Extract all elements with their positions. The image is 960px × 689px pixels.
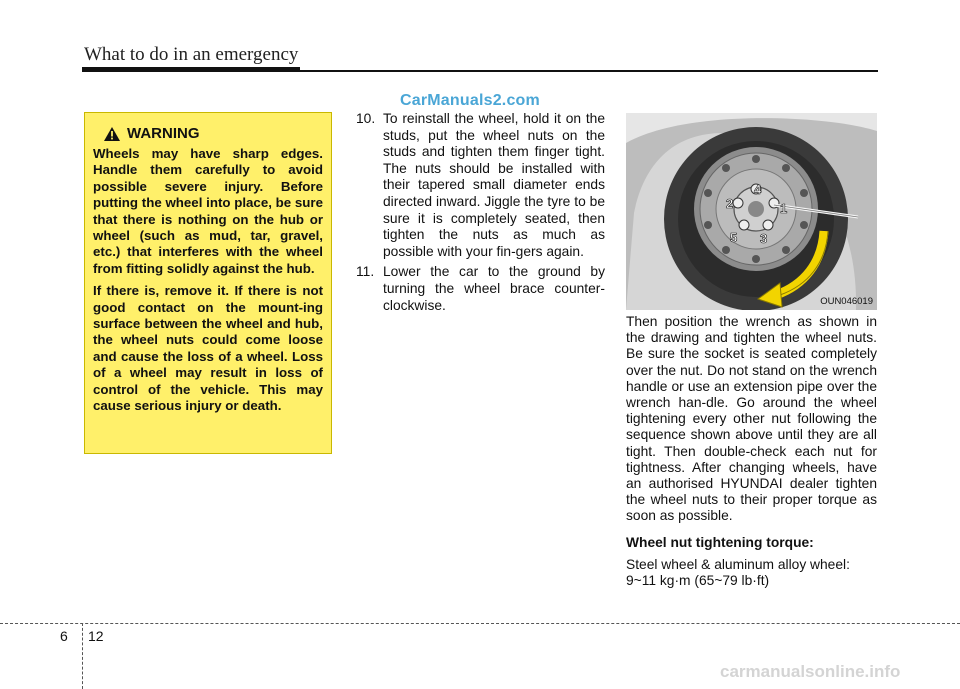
warning-title: WARNING (127, 125, 200, 142)
warning-paragraph-2: If there is, remove it. If there is not good contact on the mount-ing surface between the wheel and hub, the wheel nuts could come loose and cause the loss of a wheel. Loss of a wheel may result in loss of control of the vehicle. This may cause serious injury or death. (93, 283, 323, 414)
instruction-steps (356, 111, 605, 318)
step-10 (356, 111, 605, 260)
torque-wheel-type: Steel wheel & aluminum alloy wheel: (626, 556, 850, 572)
wheel-drawing (626, 113, 877, 310)
warning-triangle-icon (103, 126, 121, 142)
step-11 (356, 264, 605, 314)
torque-value: 9~11 kg·m (65~79 lb·ft) (626, 572, 770, 588)
site-watermark: carmanualsonline.info (720, 662, 901, 681)
watermark-link[interactable]: CarManuals2.com (400, 92, 540, 109)
page-header-title: What to do in an emergency (84, 44, 299, 65)
wheel-tightening-illustration (626, 113, 877, 310)
footer-divider (0, 623, 960, 624)
header-rule (82, 70, 878, 72)
nut-label-3: 3 (760, 231, 768, 246)
step-number: 11. (356, 264, 375, 280)
nut-label-5: 5 (730, 230, 738, 245)
figure-code: OUN046019 (820, 296, 873, 307)
footer-vertical-divider (82, 623, 83, 689)
nut-label-1: 1 (780, 201, 788, 216)
step-text: To reinstall the wheel, hold it on the studs, put the wheel nuts on the studs and tighten them finger tight. The nuts should be installed with their tapered small diameter ends directed inward. Jiggle the tyre to be sure it is completely seated, then tighten the nuts as much as possible with your fin-gers again. (383, 111, 605, 259)
nut-label-4: 4 (754, 182, 762, 197)
torque-spec (626, 557, 877, 589)
section-number: 6 (60, 628, 68, 644)
torque-heading: Wheel nut tightening torque: (626, 534, 814, 550)
tightening-instructions: Then position the wrench as shown in the drawing and tighten the wheel nuts. Be sure the socket is seated completely over the nut. Do not stand on the wrench handle or use an extension pipe over the wrench han-dle. Go around the wheel tightening every other nut following the sequence shown above until they are all tight. Then double-check each nut for tightness. After changing wheels, have an authorised HYUNDAI dealer tighten the wheel nuts to their proper torque as soon as possible. (626, 314, 877, 524)
warning-box (84, 112, 332, 454)
step-text: Lower the car to the ground by turning the wheel brace counter-clockwise. (383, 264, 605, 313)
page-number: 12 (88, 628, 104, 644)
nut-label-2: 2 (726, 196, 734, 211)
warning-header (103, 125, 323, 142)
step-number: 10. (356, 111, 376, 126)
warning-paragraph-1: Wheels may have sharp edges. Handle them carefully to avoid possible severe injury. Before putting the wheel into place, be sure that there is nothing on the hub or wheel (such as mud, tar, gravel, etc.) that interferes with the wheel from fitting solidly against the hub. (93, 146, 323, 276)
right-column (626, 314, 877, 589)
